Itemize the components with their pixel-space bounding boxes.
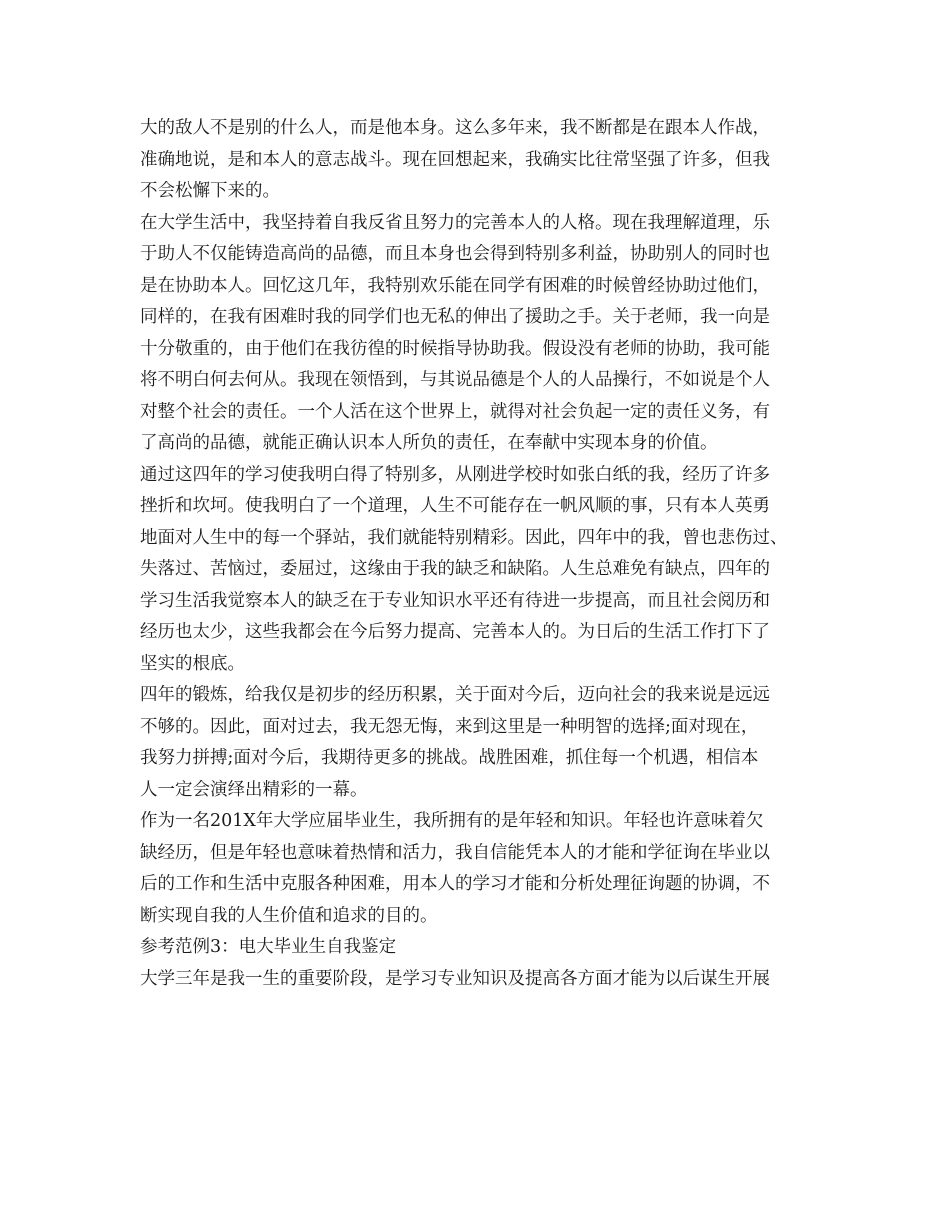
text-line: 于助人不仅能铸造高尚的品德，而且本身也会得到特别多利益，协助别人的同时也 (140, 244, 770, 264)
text-line: 断实现自我的人生价值和追求的目的。 (140, 905, 438, 926)
text-line: 不够的。因此，面对过去，我无怨无悔，来到这里是一种明智的选择;面对现在， (140, 716, 759, 737)
text-line: 不会松懈下来的。 (140, 181, 280, 201)
text-line: 准确地说，是和本人的意志战斗。现在回想起来，我确实比往常坚强了许多，但我 (140, 149, 770, 170)
text-line: 大学三年是我一生的重要阶段，是学习专业知识及提高各方面才能为以后谋生开展 (140, 968, 770, 989)
text-line: 缺经历，但是年轻也意味着热情和活力，我自信能凭本人的才能和学征询在毕业以 (140, 842, 770, 863)
text-line: 学习生活我觉察本人的缺乏在于专业知识水平还有待进一步提高，而且社会阅历和 (140, 590, 770, 611)
text-line: 地面对人生中的每一个驿站，我们就能特别精彩。因此，四年中的我，曾也悲伤过、 (140, 527, 788, 548)
text-line: 同样的，在我有困难时我的同学们也无私的伸出了援助之手。关于老师，我一向是 (140, 307, 770, 327)
text-line: 后的工作和生活中克服各种困难，用本人的学习才能和分析处理征询题的协调，不 (140, 874, 770, 894)
section-heading: 参考范例3：电大毕业生自我鉴定 (140, 937, 397, 957)
text-line: 通过这四年的学习使我明白得了特别多，从刚进学校时如张白纸的我，经历了许多 (140, 464, 770, 485)
text-line: 坚实的根底。 (140, 653, 245, 674)
text-line: 作为一名201X年大学应届毕业生，我所拥有的是年轻和知识。年轻也许意味着欠 (140, 811, 764, 831)
text-line: 失落过、苦恼过，委屈过，这缘由于我的缺乏和缺陷。人生总难免有缺点，四年的 (140, 559, 770, 579)
text-line: 人一定会演绎出精彩的一幕。 (140, 779, 368, 800)
text-line: 十分敬重的，由于他们在我彷徨的时候指导协助我。假设没有老师的协助，我可能 (140, 338, 770, 359)
text-line: 挫折和坎坷。使我明白了一个道理，人生不可能存在一帆风顺的事，只有本人英勇 (140, 496, 770, 516)
text-line: 大的敌人不是别的什么人，而是他本身。这么多年来，我不断都是在跟本人作战， (140, 118, 770, 138)
text-line: 四年的锻炼，给我仅是初步的经历积累，关于面对今后，迈向社会的我来说是远远 (140, 685, 770, 705)
document-body (140, 113, 820, 995)
text-line: 了高尚的品德，就能正确认识本人所负的责任，在奉献中实现本身的价值。 (140, 433, 718, 453)
text-line: 经历也太少，这些我都会在今后努力提高、完善本人的。为日后的生活工作打下了 (140, 622, 770, 642)
text-line: 我努力拼搏;面对今后，我期待更多的挑战。战胜困难，抓住每一个机遇，相信本 (140, 748, 759, 768)
text-line: 是在协助本人。回忆这几年，我特别欢乐能在同学有困难的时候曾经协助过他们， (140, 275, 770, 296)
text-line: 在大学生活中，我坚持着自我反省且努力的完善本人的人格。现在我理解道理，乐 (140, 212, 770, 233)
text-line: 将不明白何去何从。我现在领悟到，与其说品德是个人的人品操行，不如说是个人 (140, 370, 770, 390)
text-line: 对整个社会的责任。一个人活在这个世界上，就得对社会负起一定的责任义务，有 (140, 401, 770, 422)
